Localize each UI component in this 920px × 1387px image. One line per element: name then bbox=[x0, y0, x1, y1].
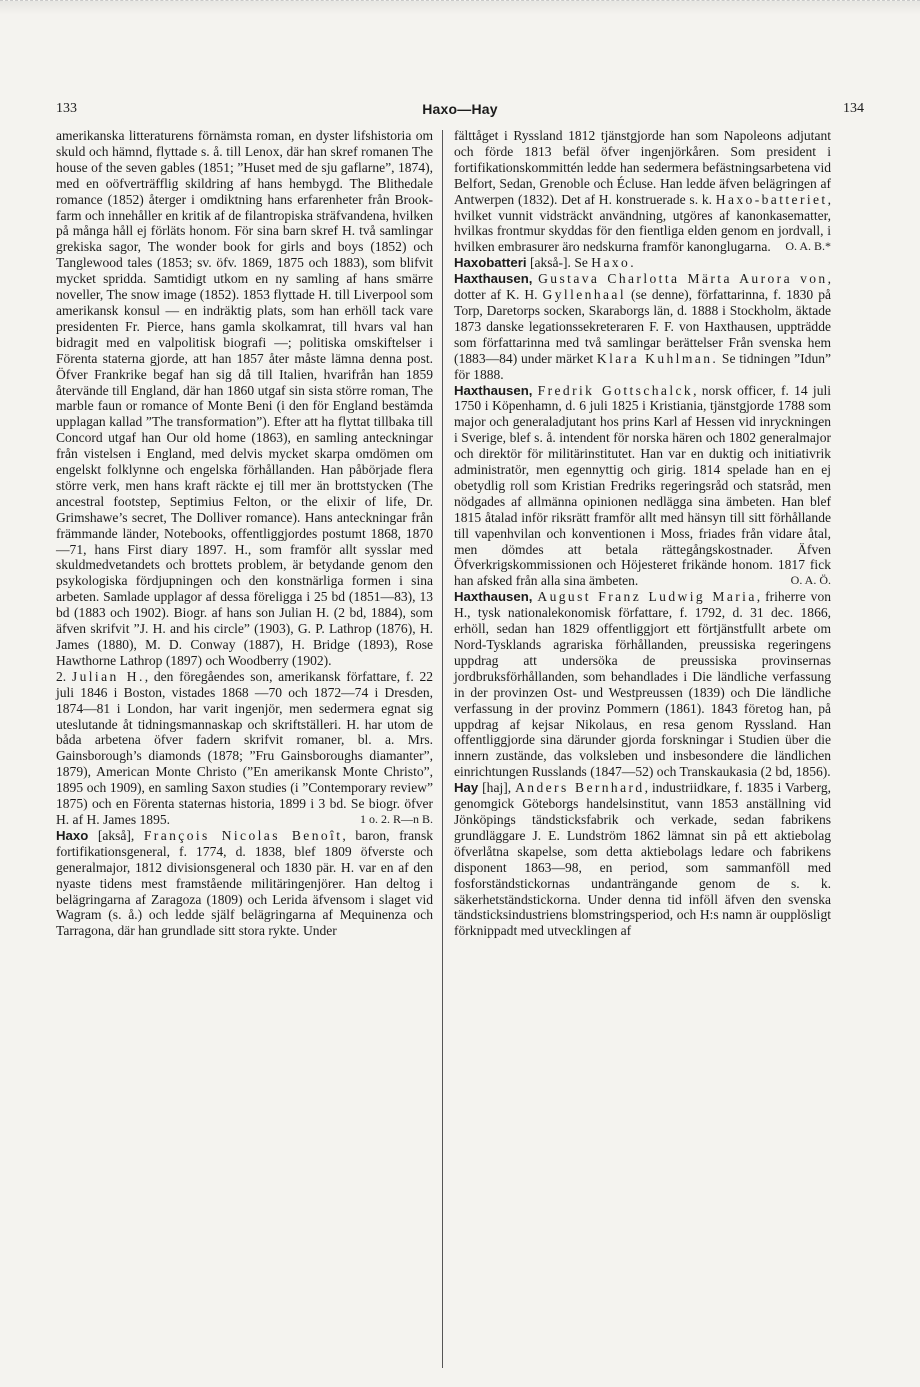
hay-entry bbox=[454, 780, 831, 939]
pronunciation: [akså], bbox=[88, 827, 144, 843]
hawthorne-continued-paragraph: amerikanska litteraturens förnämsta roman, en dyster lifshistoria om skuld och hämnd, flyttade s. å. till Lenox, där han skref romanen The house of the seven gables (1851; ”Huset med de sju gaflarne”, 1874), med en oöfverträfflig skildring af hans hembygd. The Blithedale romance (1852) återger i omdiktning hans erfarenheter från Brook-farm och innehåller en kritik af de filantropiska sträfvandena, hvilken på många håll ej förläts honom. För sina barn skref H. två samlingar grekiska sagor, The wonder book for girls and boys (1852) och Tanglewood tales (1853; sv. öfv. 1869, 1875 och 1883), som blifvit mycket spridda. Samtidigt utkom en ny samling af hans smärre noveller, The snow image (1852). 1853 flyttade H. till Liverpool som amerikansk konsul — en indräktig plats, som han erhöll tack vare presidenten Fr. Pierce, hans gamla skolkamrat, till hvars val han bidragit med en valpolitisk biografi —; politiska omskiftelser i Förenta staterna gjorde, att han 1857 åter måste lämna denna post. Öfver Frankrike begaf han sig då till Italien, hvarifrån han 1859 återvände till England, där han 1860 utgaf sin sista större roman, The marble faun or romance of Monte Beni (i den för England bestämda upplagan kallad ”The transformation”). Efter att ha flyttat tillbaka till Concord utgaf han Our old home (1863), en samling anteckningar från vistelsen i England, med delvis mycket skarpa omdömen om engelskt folklynne och engelska förhållanden. Han påbörjade flera större verk, men hans kraft räckte ej till mer än brottstycken (The ancestral footstep, Septimius Felton, or the elixir of life, Dr. Grimshawe’s secret, The Dolliver romance). Hans anteckningar från främmande länder, Notebooks, offentliggjordes postumt 1868, 1870—71, hans First diary 1897. H., som framför allt sysslar med skuldmedvetandets och brottets problem, är betydande genom den psykologiska fördjupningen och den konstnärliga formen i sina arbeten. Samlade upplagor af dessa föreligga i 25 bd (1851—83), 13 bd (1883 och 1902). Biogr. af hans son Julian H. (2 bd, 1884), som äfven skrifvit ”J. H. and his circle” (1903), G. P. Lathrop (1876), H. James (1880), M. D. Conway (1887), H. Bridge (1893), Rose Hawthorne Lathrop (1897) och Woodberry (1902). bbox=[56, 128, 433, 668]
haxo-entry bbox=[56, 828, 433, 939]
running-title: Haxo—Hay bbox=[422, 101, 498, 117]
haxthausen-august-entry bbox=[454, 589, 831, 780]
entry-text: , hvilket vunnit vidsträckt användning, utgöres af kanonkasematter, hvilkas frontmur skyddas för den fientliga elden genom en jordvall, i hvilken embrasurer äro nedskurna framför kanonglugarna. bbox=[454, 191, 831, 255]
author-signature: O. A. B.* bbox=[785, 239, 831, 254]
headword: Haxthausen, bbox=[454, 382, 533, 398]
entry-text: [akså-]. Se bbox=[526, 255, 592, 271]
headword: Hay bbox=[454, 780, 479, 796]
page-number-left: 133 bbox=[56, 101, 77, 116]
scan-edge bbox=[0, 0, 920, 15]
headword: Haxo bbox=[56, 827, 89, 843]
entry-text: Se tidningen ”Idun” för 1888. bbox=[454, 350, 831, 382]
author-signature: O. A. Ö. bbox=[790, 573, 831, 588]
entry-name: François Nicolas Benoît bbox=[143, 827, 343, 843]
entry-text: , friherre von H., tysk nationalekonomisk författare, f. 1792, d. 31 dec. 1866, erhöll, sedan han 1829 offentliggjort ett förtjänstfullt arbete om Nord-Tysklands agrariska förhållanden, preussiska regeringens uppdrag att undersöka de preussiska provinsernas jordbruksförhållanden, som behandlades i Die ländliche verfassung in der provinzen Ost- und Westpreussen (1839) och Die ländliche verfassung in der provinz Pommern (1861). 1843 företog han, på uppdrag af kejsar Nikolaus, en resa genom Ryssland. Han offentliggjorde sina därunder gjorda forskningar i Studien über die innern zustände, das volksleben und insbesondere die ländlichen einrichtungen Russlands (1847—52) och Transkaukasia (2 bd, 1856). bbox=[454, 589, 831, 780]
entry-text: , baron, fransk fortifikationsgeneral, f. 1774, d. 1838, blef 1809 öfverste och generalmajor, 1812 divisionsgeneral och 1830 pär. H. var en af den nyaste tidens mest framstående militäringenjörer. Han deltog i belägringarna af Zaragoza (1809) och Lerida äfvensom i slaget vid Wagram (s. å.) och ledde själf belägringarna af Mequinenza och Tarragona, där han grundlade sitt stora rykte. Under bbox=[56, 827, 433, 939]
haxthausen-gustava-entry bbox=[454, 271, 831, 382]
entry-text: fälttåget i Ryssland 1812 tjänstgjorde han som Napoleons adjutant och förde 1813 befäl öfver ingenjörkåren. Som president i fortifikationskommittén ledde han sedermera befästningsarbetena vid Belfort, Sedan, Grenoble och Écluse. Han ledde äfven belägringen af Antwerpen (1832). Det af H. konstruerade s. k. bbox=[454, 128, 831, 207]
pronunciation: [haj], bbox=[478, 780, 516, 796]
entry-text: , dotter af K. H. bbox=[454, 271, 831, 303]
entry-name: Gustava Charlotta Märta Aurora von bbox=[538, 271, 828, 287]
term: Haxo-batteriet bbox=[715, 191, 828, 207]
left-column bbox=[56, 128, 433, 1368]
running-header bbox=[56, 101, 864, 123]
haxo-continued-paragraph bbox=[454, 128, 831, 255]
entry-number: 2. bbox=[56, 668, 67, 684]
entry-name: August Franz Ludwig Maria bbox=[537, 589, 757, 605]
haxthausen-fredrik-entry bbox=[454, 383, 831, 590]
entry-name: Julian H. bbox=[71, 668, 145, 684]
column-divider bbox=[442, 130, 443, 1368]
right-column bbox=[454, 128, 831, 1368]
julian-hawthorne-entry bbox=[56, 669, 433, 828]
author-signature: 1 o. 2. R—n B. bbox=[359, 811, 433, 826]
entry-text: , norsk officer, f. 14 juli 1750 i Köpenhamn, d. 6 juli 1825 i Kristiania, tjänstgjorde 1788 som major och generaladjutant hos prins Karl af Hessen vid inryckningen i Sverige, blef s. å. intendent för norska hären och 1802 generalmajor och direktör för militärinstitutet. Han var en duktig och initiativrik administratör, men egennyttig och girig. 1814 spelade han en ej obetydlig roll som Kristian Fredriks regeringsråd och statsråd, men nödgades af allmänna opinionen nedlägga sina ämbeten. Han blef 1815 åtalad inför riksrätt framför allt med hänsyn till sitt förhållande till vapenhvilan och konventionen i Moss, friades från vidare åtal, men dömdes att betala rättegångskostnader. Äfven Öfverkrigskommissionen och Höjesteret frikände honom. 1817 fick han afsked från alla sina ämbeten. bbox=[454, 382, 832, 589]
haxobatteri-entry bbox=[454, 255, 831, 271]
entry-name: Fredrik Gottschalck bbox=[537, 382, 694, 398]
entry-name: Anders Bernhard bbox=[515, 780, 645, 796]
spaced-name: Klara Kuhlman. bbox=[596, 350, 719, 366]
entry-text: , den föregåendes son, amerikansk författare, f. 22 juli 1846 i Boston, vistades 1868 —70 och 1872—74 i Dresden, 1874—81 i London, har varit ingenjör, men sedermera egnat sig uteslutande åt tidningsmannaskap och skriftställeri. H. har utom de båda arbetena öfver fadern skrifvit romaner, bl. a. Mrs. Gainsborough’s diamonds (1878; ”Fru Gainsboroughs diamanter”, 1879), American Monte Christo (”En amerikansk Monte Christo”, 1895 och 1909), en samling Saxon studies (i ”Contemporary review” 1875) och en Förenta staternas historia, 1899 i 3 bd. Se biogr. öfver H. af H. James 1895. bbox=[56, 668, 433, 827]
headword: Haxobatteri bbox=[454, 255, 527, 271]
entry-text: (se denne), författarinna, f. 1830 på Torp, Daretorps socken, Skaraborgs län, d. 1888 i Stockholm, äktade 1873 danske legationssekreteraren F. F. von Haxthausen, uppträdde som författarinna med två samlingar berättelser Från svenska hem (1883—84) under märket bbox=[454, 287, 831, 366]
headword: Haxthausen, bbox=[454, 271, 533, 287]
cross-reference: Haxo. bbox=[591, 255, 636, 271]
spaced-name: Gyllenhaal bbox=[542, 287, 626, 303]
entry-text: , industriidkare, f. 1835 i Varberg, genomgick Göteborgs handelsinstitut, vann 1853 anställning vid Jönköpings tändsticksfabrik och verkade, sedan fabrikens grundläggare J. E. Lundström 1862 lämnat sin på ett aktiebolag öfverlåtna skapelse, som detta aktiebolags ledare och fabrikens disponent 1863—98, en period, som sammanföll med fosforständstickornas undanträngande genom de s. k. säkerhetständstickorna. Under denna tid inföll äfven den svenska tändsticksindustriens blomstringsperiod, och H:s namn är oupplösligt förknippadt med utvecklingen af bbox=[454, 780, 831, 939]
headword: Haxthausen, bbox=[454, 589, 533, 605]
page-number-right: 134 bbox=[843, 101, 864, 116]
